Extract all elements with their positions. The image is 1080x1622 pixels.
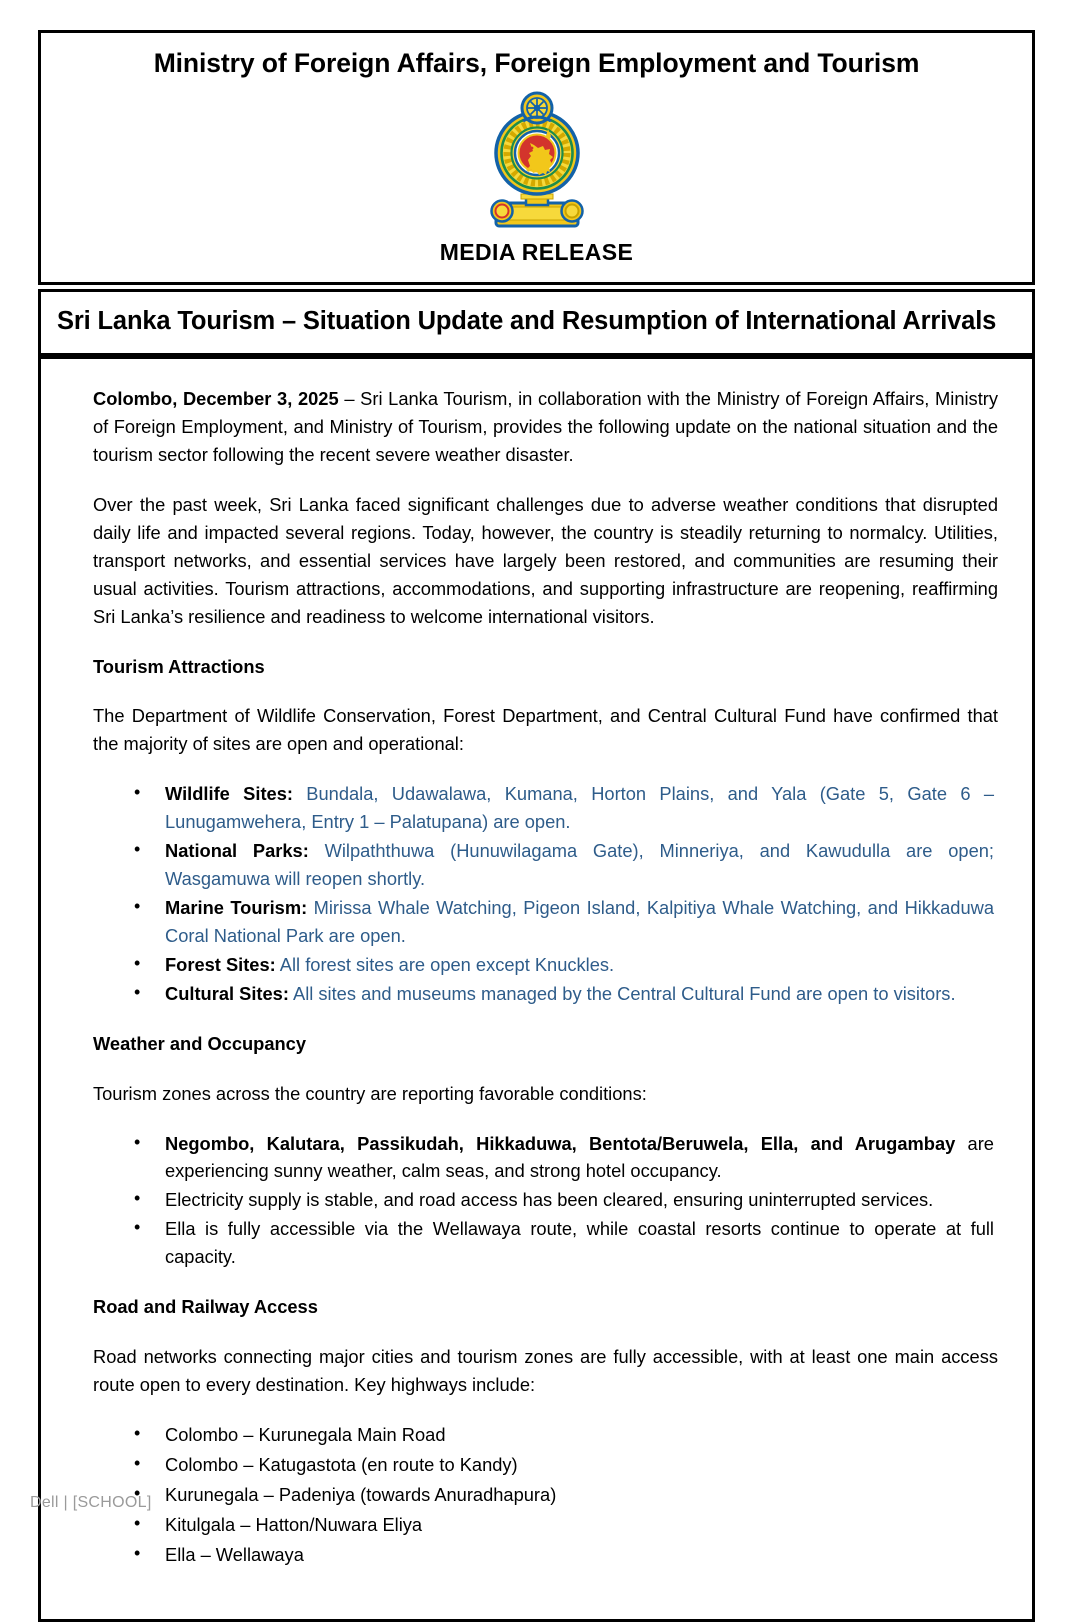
bullet-text: All sites and museums managed by the Central Cultural Fund are open to visitors. <box>288 983 956 1005</box>
section-heading-weather-occupancy: Weather and Occupancy <box>93 1033 307 1055</box>
section-lead-tourism-attractions: The Department of Wildlife Conservation, Forest Department, and Central Cultural Fund have confirmed that the majority of sites are open and operational: <box>93 705 998 755</box>
bullet-label: Marine Tourism: <box>165 897 308 919</box>
sri-lanka-national-emblem-icon <box>474 91 600 229</box>
section-heading-road-railway-access: Road and Railway Access <box>93 1296 318 1318</box>
section-lead-road-railway-access: Road networks connecting major cities and tourism zones are fully accessible, with at least one main access route open to every destination. Key highways include: <box>93 1345 998 1395</box>
list-item <box>165 951 998 979</box>
list-item <box>165 1130 998 1186</box>
header-cell <box>41 33 1032 282</box>
dateline-rest: – Sri Lanka Tourism, in collaboration with the Ministry of Foreign Affairs, Ministry of Foreign Employment, and Ministry of Tourism, provides the following update on the national situation and the tourism sector following the recent severe weather disaster. <box>93 387 999 465</box>
document-frame <box>38 30 1035 1622</box>
dateline-paragraph <box>93 385 998 469</box>
section-lead-weather-occupancy: Tourism zones across the country are reporting favorable conditions: <box>93 1082 647 1104</box>
list-item <box>165 1451 998 1479</box>
bullet-text: Kitulgala – Hatton/Nuwara Eliya <box>165 1513 423 1535</box>
list-item <box>165 1481 998 1509</box>
list-item <box>165 980 998 1008</box>
bullet-label: Cultural Sites: <box>165 983 289 1005</box>
bullet-text: Electricity supply is stable, and road access has been cleared, ensuring uninterrupted services. <box>165 1189 934 1211</box>
bullet-text: Wilpaththuwa (Hunuwilagama Gate), Minneriya, and Kawudulla are open; Wasgamuwa will reopen shortly. <box>165 840 995 890</box>
list-item <box>165 1511 998 1539</box>
body-box <box>38 356 1035 1622</box>
section-heading-tourism-attractions: Tourism Attractions <box>93 655 265 677</box>
bullet-text: Colombo – Katugastota (en route to Kandy) <box>165 1453 518 1475</box>
bullet-text: are experiencing sunny weather, calm seas, and strong hotel occupancy. <box>165 1132 994 1182</box>
list-item <box>165 894 998 950</box>
dateline: Colombo, December 3, 2025 <box>93 387 339 409</box>
list-item <box>165 1541 998 1569</box>
title-cell <box>41 292 1032 353</box>
release-title-box <box>38 289 1035 356</box>
bullet-text: Bundala, Udawalawa, Kumana, Horton Plains, and Yala (Gate 5, Gate 6 – Lunugamwehera, Entry 1 – Palatupana) are open. <box>165 783 994 833</box>
list-item <box>165 780 998 836</box>
bullet-label: Negombo, Kalutara, Passikudah, Hikkaduwa, Bentota/Beruwela, Ella, and Arugambay <box>165 1132 956 1154</box>
bullet-list-tourism-attractions <box>93 780 998 1008</box>
bullet-text: Ella is fully accessible via the Wellawaya route, while coastal resorts continue to operate at full capacity. <box>165 1218 994 1268</box>
body-cell <box>41 359 1032 1619</box>
list-item <box>165 837 998 893</box>
bullet-label: National Parks: <box>165 840 309 862</box>
bullet-list-road-railway-access <box>93 1421 998 1569</box>
bullet-text: Colombo – Kurunegala Main Road <box>165 1423 446 1445</box>
ministry-title: Ministry of Foreign Affairs, Foreign Employment and Tourism <box>153 48 920 78</box>
list-item <box>165 1215 998 1271</box>
release-title: Sri Lanka Tourism – Situation Update and Resumption of International Arrivals <box>57 307 997 336</box>
bullet-text: Kurunegala – Padeniya (towards Anuradhapura) <box>165 1483 557 1505</box>
bullet-list-weather-occupancy <box>93 1130 998 1272</box>
bullet-text: All forest sites are open except Knuckles. <box>275 954 615 976</box>
bullet-text: Mirissa Whale Watching, Pigeon Island, Kalpitiya Whale Watching, and Hikkaduwa Coral National Park are open. <box>165 897 994 947</box>
bullet-label: Forest Sites: <box>165 954 276 976</box>
list-item <box>165 1186 998 1214</box>
list-item <box>165 1421 998 1449</box>
page-footer: Dell | [SCHOOL] <box>30 1494 152 1511</box>
intro-paragraph: Over the past week, Sri Lanka faced significant challenges due to adverse weather conditions that disrupted daily life and impacted several regions. Today, however, the country is steadily returning to normalcy. Utilities, transport networks, and essential services have largely been restored, and communities are resuming their usual activities. Tourism attractions, accommodations, and supporting infrastructure are reopening, reaffirming Sri Lanka’s resilience and readiness to welcome international visitors. <box>93 493 998 627</box>
media-release-label: MEDIA RELEASE <box>439 239 634 266</box>
header-box <box>38 30 1035 285</box>
bullet-text: Ella – Wellawaya <box>165 1543 304 1565</box>
bullet-label: Wildlife Sites: <box>165 783 293 805</box>
